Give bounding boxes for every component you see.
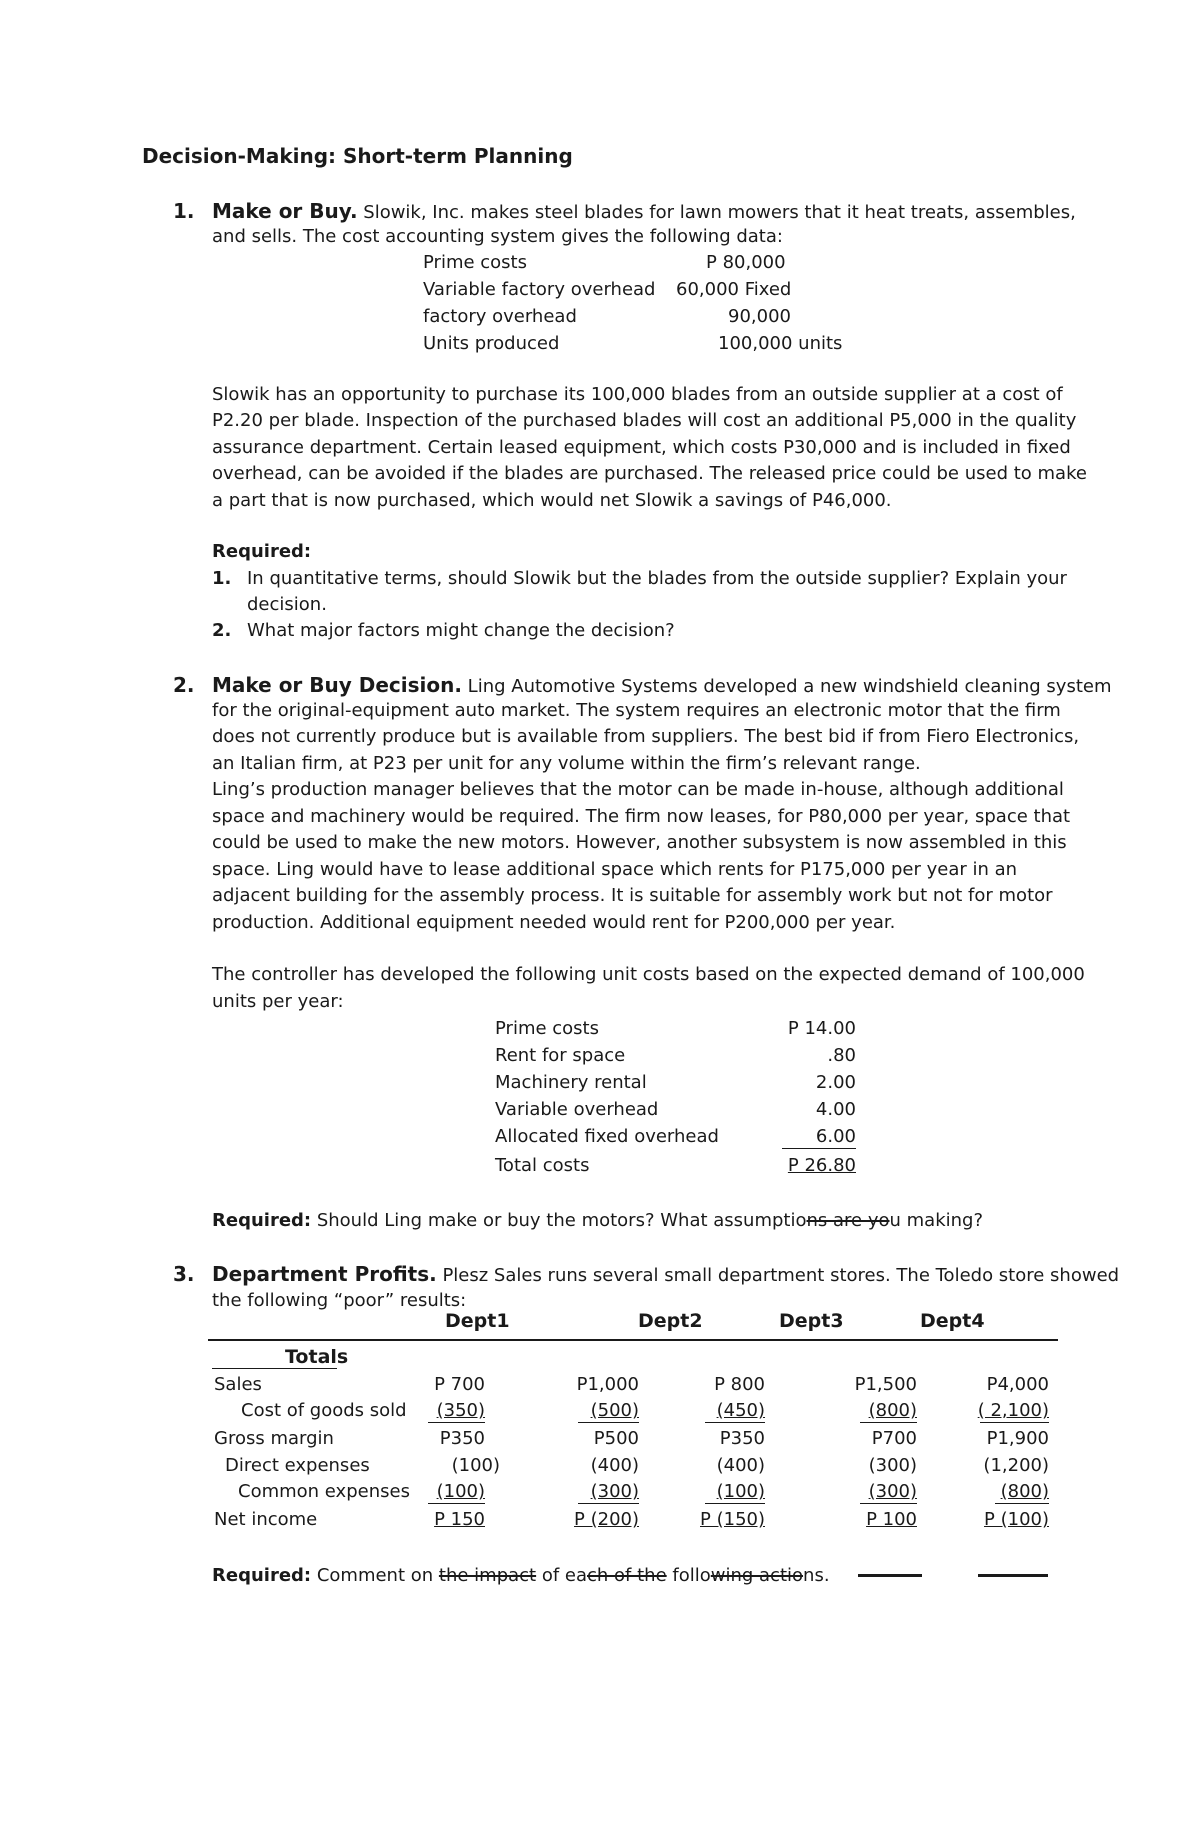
s2-cost-label: Prime costs bbox=[495, 1018, 599, 1039]
section-2-heading: Make or Buy Decision. bbox=[212, 673, 462, 697]
s3-required-text: ns. bbox=[803, 1565, 830, 1586]
s2-required-line bbox=[212, 1208, 983, 1235]
s1-req-line: In quantitative terms, should Slowik but the blades from the outside supplier? Explain your bbox=[247, 568, 1067, 589]
document-title: Decision-Making: Short-term Planning bbox=[142, 144, 573, 168]
s2-para-line: does not currently produce but is available from suppliers. The best bid if from Fiero Electronics, bbox=[212, 726, 1080, 747]
s2-cost-value: 6.00 bbox=[815, 1126, 856, 1147]
dept-header: Dept3 bbox=[779, 1310, 844, 1332]
totals-label: Totals bbox=[285, 1346, 349, 1368]
section-2-number: 2. bbox=[173, 673, 195, 697]
cell: P 800 bbox=[714, 1374, 765, 1395]
s1-req-line: decision. bbox=[247, 594, 327, 615]
s2-para-line: for the original-equipment auto market. The system requires an electronic motor that the firm bbox=[212, 700, 1061, 721]
s1-data-value: 60,000 Fixed bbox=[676, 279, 792, 300]
s3-intro-line2: the following “poor” results: bbox=[212, 1290, 467, 1311]
s3-intro-line1 bbox=[212, 1261, 1119, 1290]
s2-para-line: Ling’s production manager believes that the motor can be made in-house, although additional bbox=[212, 779, 1064, 800]
s2-cost-value: 4.00 bbox=[815, 1099, 856, 1120]
s2-para-line: space and machinery would be required. The firm now leases, for P80,000 per year, space that bbox=[212, 806, 1071, 827]
dept-header: Dept4 bbox=[920, 1310, 985, 1332]
section-3-heading: Department Profits. bbox=[212, 1262, 437, 1286]
s1-data-label: Prime costs bbox=[423, 252, 527, 273]
subtotal-rule bbox=[980, 1422, 1049, 1423]
subtotal-rule bbox=[578, 1503, 639, 1504]
cell: (800) bbox=[868, 1400, 917, 1421]
cell: (800) bbox=[1000, 1481, 1049, 1502]
cell: P500 bbox=[593, 1428, 639, 1449]
cell: (100) bbox=[716, 1481, 765, 1502]
s1-data-value: 90,000 bbox=[728, 306, 791, 327]
subtotal-rule bbox=[860, 1503, 917, 1504]
cell: (400) bbox=[716, 1455, 765, 1476]
s1-para-line: assurance department. Certain leased equipment, which costs P30,000 and is included in fixed bbox=[212, 437, 1071, 458]
s3-required-text: Comment on bbox=[311, 1565, 439, 1586]
cell: (300) bbox=[868, 1481, 917, 1502]
s2-cost-value: .80 bbox=[827, 1045, 856, 1066]
s2-para-text: Ling Automotive Systems developed a new windshield cleaning system bbox=[461, 676, 1112, 697]
cell: P 150 bbox=[434, 1509, 485, 1530]
section-1-heading: Make or Buy. bbox=[212, 199, 358, 223]
subtotal-rule bbox=[428, 1503, 485, 1504]
s3-intro-text: Plesz Sales runs several small department stores. The Toledo store showed bbox=[436, 1265, 1120, 1286]
section-3-number: 3. bbox=[173, 1262, 195, 1286]
s1-data-label: factory overhead bbox=[423, 306, 577, 327]
s2-cost-label: Variable overhead bbox=[495, 1099, 659, 1120]
s2-cost-value: P 14.00 bbox=[787, 1018, 856, 1039]
s2-para-line-first bbox=[212, 672, 1112, 701]
cell: P700 bbox=[871, 1428, 917, 1449]
s2-subtotal-rule bbox=[782, 1148, 856, 1149]
s2-required-text-b: u making? bbox=[889, 1210, 984, 1231]
s1-data-value: 100,000 units bbox=[718, 333, 843, 354]
s3-required-struck: ch of the bbox=[587, 1565, 667, 1586]
s1-data-value: P 80,000 bbox=[706, 252, 786, 273]
cell: ( 2,100) bbox=[977, 1400, 1049, 1421]
s1-data-label: Units produced bbox=[423, 333, 560, 354]
totals-rule bbox=[212, 1368, 337, 1369]
s1-para-line: overhead, can be avoided if the blades are purchased. The released price could be used to make bbox=[212, 463, 1087, 484]
subtotal-rule bbox=[428, 1422, 485, 1423]
cell: (350) bbox=[436, 1400, 485, 1421]
cell: (450) bbox=[716, 1400, 765, 1421]
s1-para-line: Slowik has an opportunity to purchase its 100,000 blades from an outside supplier at a cost of bbox=[212, 384, 1063, 405]
subtotal-rule bbox=[995, 1503, 1049, 1504]
cell: P1,500 bbox=[854, 1374, 917, 1395]
cell: P350 bbox=[719, 1428, 765, 1449]
cell: (300) bbox=[590, 1481, 639, 1502]
s2-cost-label: Machinery rental bbox=[495, 1072, 647, 1093]
s2-cost-label: Allocated fixed overhead bbox=[495, 1126, 719, 1147]
s1-para-line: P2.20 per blade. Inspection of the purchased blades will cost an additional P5,000 in the quality bbox=[212, 410, 1077, 431]
cell: P1,000 bbox=[576, 1374, 639, 1395]
s2-para-line: production. Additional equipment needed would rent for P200,000 per year. bbox=[212, 912, 896, 933]
table-header-rule bbox=[208, 1339, 1058, 1341]
s1-req-num: 1. bbox=[212, 568, 232, 589]
row-label: Common expenses bbox=[238, 1481, 410, 1502]
s2-cost-label: Rent for space bbox=[495, 1045, 626, 1066]
cell: P350 bbox=[439, 1428, 485, 1449]
cell: (400) bbox=[590, 1455, 639, 1476]
section-1-number: 1. bbox=[173, 199, 195, 223]
s2-cost-total-label: Total costs bbox=[495, 1155, 590, 1176]
section-1-intro-line1 bbox=[212, 198, 1076, 227]
s2-required-text-a: Should Ling make or buy the motors? What assumptio bbox=[311, 1210, 807, 1231]
row-label: Gross margin bbox=[214, 1428, 334, 1449]
s2-para-line: an Italian firm, at P23 per unit for any volume within the firm’s relevant range. bbox=[212, 753, 921, 774]
s3-required-struck: wing actio bbox=[710, 1565, 804, 1586]
s2-para-line: adjacent building for the assembly process. It is suitable for assembly work but not for motor bbox=[212, 885, 1053, 906]
s2-required-label: Required: bbox=[212, 1210, 312, 1231]
s1-req-line: What major factors might change the decision? bbox=[247, 620, 675, 641]
handwritten-dash-mark bbox=[978, 1574, 1048, 1577]
dept-header: Dept1 bbox=[445, 1310, 510, 1332]
s3-required-text: of ea bbox=[536, 1565, 588, 1586]
handwritten-dash-mark bbox=[858, 1574, 922, 1577]
row-label: Cost of goods sold bbox=[241, 1400, 407, 1421]
row-label: Sales bbox=[214, 1374, 262, 1395]
s2-para-line: space. Ling would have to lease additional space which rents for P175,000 per year in an bbox=[212, 859, 1018, 880]
s2-para2-line: units per year: bbox=[212, 991, 344, 1012]
s2-para-line: could be used to make the new motors. However, another subsystem is now assembled in this bbox=[212, 832, 1067, 853]
cell: P (100) bbox=[984, 1509, 1049, 1530]
subtotal-rule bbox=[578, 1422, 639, 1423]
row-label: Direct expenses bbox=[225, 1455, 370, 1476]
s1-data-label: Variable factory overhead bbox=[423, 279, 656, 300]
row-label: Net income bbox=[214, 1509, 318, 1530]
subtotal-rule bbox=[860, 1422, 917, 1423]
cell: P 700 bbox=[434, 1374, 485, 1395]
dept-header: Dept2 bbox=[638, 1310, 703, 1332]
cell: P (200) bbox=[574, 1509, 639, 1530]
cell: P4,000 bbox=[986, 1374, 1049, 1395]
s3-required-line bbox=[212, 1563, 830, 1590]
s1-required-label: Required: bbox=[212, 541, 312, 562]
cell: P 100 bbox=[866, 1509, 917, 1530]
cell: (500) bbox=[590, 1400, 639, 1421]
s3-required-struck: the impact bbox=[438, 1565, 537, 1586]
cell: P1,900 bbox=[986, 1428, 1049, 1449]
cell: P (150) bbox=[700, 1509, 765, 1530]
cell: (100) bbox=[436, 1481, 485, 1502]
cell: (100) bbox=[451, 1455, 500, 1476]
cell: (300) bbox=[868, 1455, 917, 1476]
subtotal-rule bbox=[705, 1422, 765, 1423]
section-1-intro-text: Slowik, Inc. makes steel blades for lawn mowers that it heat treats, assembles, bbox=[357, 202, 1076, 223]
s2-para2-line: The controller has developed the following unit costs based on the expected demand of 100,000 bbox=[212, 964, 1085, 985]
s3-required-label: Required: bbox=[212, 1565, 312, 1586]
s3-required-text: follo bbox=[666, 1565, 711, 1586]
cell: (1,200) bbox=[983, 1455, 1049, 1476]
s2-required-struck: ns are yo bbox=[806, 1210, 890, 1231]
section-1-intro-line2: and sells. The cost accounting system gives the following data: bbox=[212, 226, 783, 247]
s2-cost-value: 2.00 bbox=[815, 1072, 856, 1093]
s1-para-line: a part that is now purchased, which would net Slowik a savings of P46,000. bbox=[212, 490, 892, 511]
s2-cost-total-value: P 26.80 bbox=[787, 1155, 856, 1176]
subtotal-rule bbox=[705, 1503, 765, 1504]
s1-req-num: 2. bbox=[212, 620, 232, 641]
